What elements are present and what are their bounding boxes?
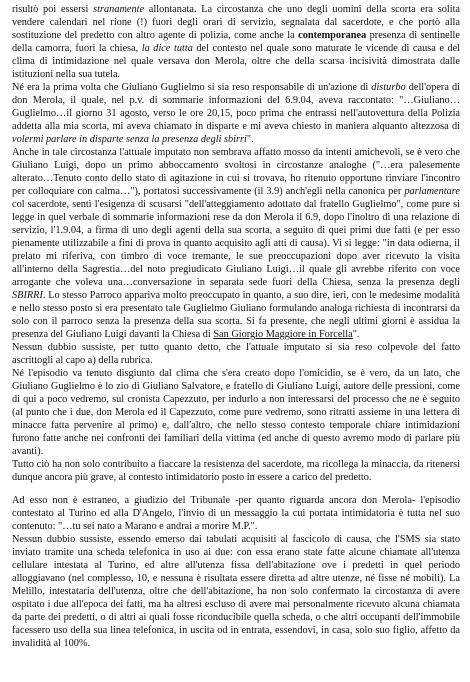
text-run: San Giorgio Maggiore in Forcella [213, 329, 353, 340]
text-run: . Lo stesso Parroco appariva molto preoccupato in quanto, a suo dire, ieri, con le medesime modalità e nello stesso posto si era presentato tale Guglielmo Giuliano formulando analoga richiesta di incontrarsi da solo con il parroco senza la presenza della sua scorta. Si fa presente, che negli ultimi giorni è assidua la presenza del Giuliano Luigi davanti la Chiesa di [12, 290, 460, 340]
text-run: Né l'episodio va tenuto disgiunto dal clima che s'era creato dopo l'omicidio, se è vero, da un lato, che Giuliano Guglielmo è lo zio di Giuliano Salvatore, e fratello di Giuliano Luigi, autore delle pressioni, come di qui a poco vedremo, sul cronista Capezzuto, per indurlo a non interessarsi del processo che ne è seguito (al punto che i due, don Merola ed il Capezzuto, come pure vedremo, sono ritratti assieme in una lettera di minacce fatta pervenire al primo) e, dall'altro, che nello stesso contesto temporale chiare intimidazioni furono fatte anche nei confronti dei familiari della vittima (ed anche di questo avremo modo di parlare più avanti). [12, 368, 460, 457]
text-run: Né era la prima volta che Giuliano Guglielmo si sia reso responsabile di un'azione di [12, 82, 372, 93]
text-run: ". [246, 134, 254, 145]
text-run: ". [352, 329, 360, 340]
text-run: stranamente [93, 4, 145, 15]
paragraph-p2 [12, 81, 460, 146]
paragraph-p5 [12, 367, 460, 458]
text-run: volermi parlare in disparte senza la presenza degli sbirri [12, 134, 247, 145]
paragraph-p1 [12, 3, 460, 81]
paragraph-p4 [12, 341, 460, 367]
paragraph-p6 [12, 458, 460, 484]
text-run: Tutto ciò ha non solo contribuito a fiaccare la resistenza del sacerdote, ma ricollega la minaccia, da ritenersi dunque ancora più grave, al contesto intimidatorio posto in essere a carico del predetto. [12, 459, 460, 483]
text-run: la dice tutta [141, 43, 193, 54]
text-run: dell'opera di don Merola, il quale, nel p.v. di sommarie informazioni del 6.9.04, aveva raccontato: "…Giuliano…Guglielmo…il giorno 31 agosto, verso le ore 20,15, poco prima che entrassi nell'autovettura della Polizia addetta alla mia scorta, mi aveva chiamato in disparte e mi aveva chiesto in maniera alquanto altezzosa di [12, 82, 460, 132]
text-run: risultò poi essersi [12, 4, 94, 15]
text-run: presenza di sentinelle della camorra, fuori la chiesa, [12, 30, 460, 54]
paragraph-p7 [12, 494, 460, 533]
text-run: SBIRRI [12, 290, 43, 301]
text-run: contemporanea [298, 30, 367, 41]
text-run: Ad esso non è estraneo, a giudizio del Tribunale -per quanto riguarda ancora don Merola- l'episodio contestato al Turino ed alla D'Angelo, l'invio di un messaggio la cui portata intimidatoria è tutta nel suo contenuto: "…tu sei nato a Marano e andrai a morire M.P.". [12, 495, 460, 532]
text-run: col sacerdote, sentì l'esigenza di scusarsi "dell'atteggiamento adottato dal fratello Guglielmo", come pure si legge in quel verbale di sommarie informazioni rese da don Merola il 6.9, dopo l'inoltro di una relazione di servizio, l'1.9.04, a firma di uno degli agenti della sua scorta, a seguito di quei primi due fatti (e per esso pienamente utilizzabile a fini di prova in quanto acquisito agli atti di causa). Vi si legge: "in data odierna, il prelato mi riferiva, con timbro di voce tremante, le sue preoccupazioni dopo aver ricevuto la visita all'interno della Sagrestia…del noto pregiudicato Giuliano Luigi…il quale gli avrebbe riferito con voce arrogante che voleva una…conversazione in separata sede fuori della Chiesa, senza la presenza degli [12, 199, 460, 288]
text-run: Nessun dubbio sussiste, per tutto quanto detto, che l'attuale imputato si sia reso colpevole del fatto ascrittogli al capo a) della rubrica. [12, 342, 460, 366]
paragraph-p8 [12, 533, 460, 650]
paragraph-p3 [12, 146, 460, 341]
text-run: disturbo [371, 82, 406, 93]
text-run: del contesto nel quale sono maturate le vicende di causa e del clima di intimidazione nel quale versava don Merola, oltre che della scarsa incisività dimostrata dalle istituzioni nella sua tutela. [12, 43, 461, 80]
text-run: allontanata. La circostanza che uno degli uomini della scorta era solita vendere calendari nel rione (!) fuori degli orari di servizio, segnalata dal sacerdote, e che portò alla sostituzione del predetto con altro agente di polizia, come anche la [12, 4, 461, 41]
text-run: Nessun dubbio sussiste, essendo emerso dai tabulati acquisiti al fascicolo di causa, che l'SMS sia stato inviato tramite una scheda telefonica in uso ai due: con essa erano state fatte alcune chiamate all'utenza cellulare intestata al Turino, ed altre all'utenza fissa dell'abitazione ove i predetti in quel periodo alloggiavano (nel complesso, 10, e nessuna è risultata essere diretta ad altre utenze, né fisse né mobili). La Melillo, intestataria dell'utenza, oltre che dell'abitazione, ha non solo confermato la circostanza di avere ospitato i due all'epoca dei fatti, ma ha altresì escluso di avere mai personalmente ricevuto alcuna chiamata da parte dei predetti, o di altri ai quali fosse riconducibile quella scheda, o che altri occupanti dell'immobile facessero uso della sua linea telefonica, in uscita od in entrata, essendovi, in casa, solo suo figlio, affetto da invalidità al 100%. [12, 534, 460, 649]
text-run: Anche in tale circostanza l'attuale imputato non sembrava affatto mosso da intenti amichevoli, se è vero che Giuliano Luigi, dopo un primo abboccamento svoltosi in circostanze analoghe ("…era palesemente alterato…Tenuto conto dello stato di agitazione in cui si trovava, ho ritenuto opportuno rinviare l'incontro per colloquiare con calma…"), portatosi successivamente (il 3.9) anch'egli nella canonica per [12, 147, 460, 197]
document-body [12, 3, 460, 650]
text-run: parlamentare [404, 186, 460, 197]
